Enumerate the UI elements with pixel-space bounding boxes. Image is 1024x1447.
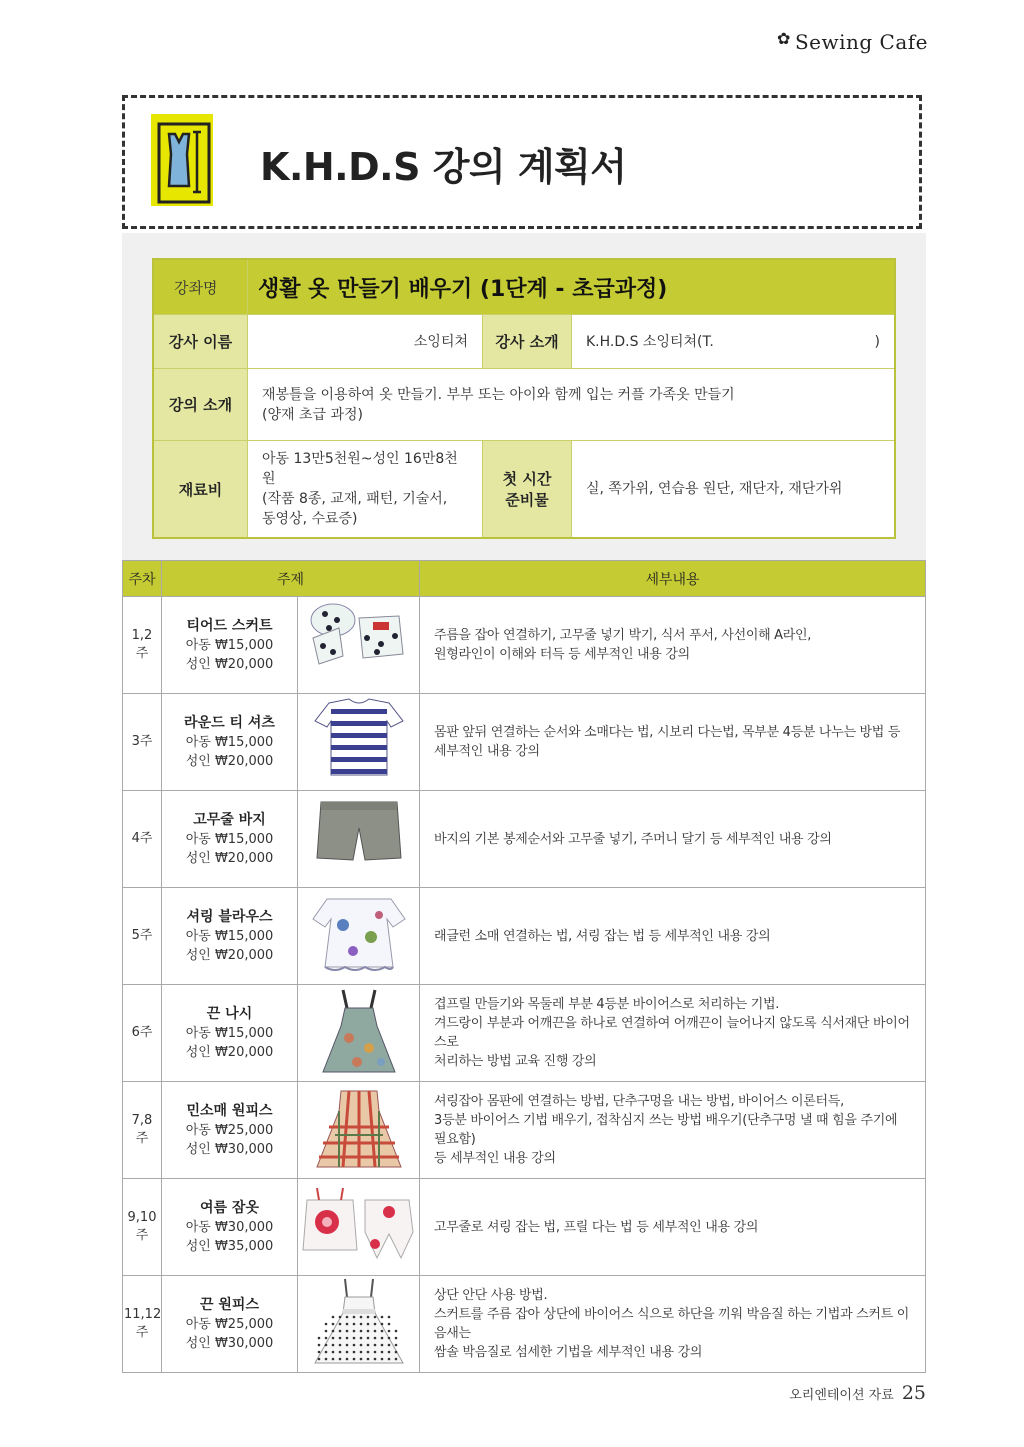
course-info-table <box>152 258 896 539</box>
week-line2: 주 <box>135 1325 149 1340</box>
topic-name: 끈 원피스 <box>200 1296 259 1313</box>
schedule-row <box>123 694 926 791</box>
schedule-row <box>123 791 926 888</box>
topic-name: 민소매 원피스 <box>186 1102 273 1119</box>
week-line1: 11,12 <box>124 1307 162 1322</box>
detail-line1: 겹프릴 만들기와 목둘레 부분 4등분 바이어스로 처리하는 기법. <box>434 997 780 1012</box>
fee-label: 재료비 <box>153 441 248 539</box>
topic-cell <box>162 597 298 694</box>
detail-cell <box>420 985 926 1082</box>
fee-value <box>248 441 483 539</box>
week-header: 주차 <box>123 561 162 597</box>
page-title: K.H.D.S 강의 계획서 <box>260 145 627 189</box>
dress-form-icon <box>151 114 213 206</box>
week-line2: 주 <box>135 646 149 661</box>
schedule-row <box>123 597 926 694</box>
lecture-intro-label: 강의 소개 <box>153 369 248 441</box>
week-line1: 6주 <box>131 1025 153 1040</box>
child-price: 아동 ₩30,000 <box>185 1219 274 1235</box>
garment-photo-cell <box>298 1179 420 1276</box>
schedule-row <box>123 1082 926 1179</box>
instructor-name-label: 강사 이름 <box>153 315 248 369</box>
detail-line2: 3등분 바이어스 기법 배우기, 접착심지 쓰는 방법 배우기(단추구멍 낼 때 힘을 주기에 필요함) <box>434 1113 898 1147</box>
schedule-row <box>123 888 926 985</box>
title-box <box>122 95 922 229</box>
lecture-intro-line1: 재봉틀을 이용하여 옷 만들기. 부부 또는 아이와 함께 입는 커플 가족옷 만들기 <box>262 386 735 403</box>
week-line1: 5주 <box>131 928 153 943</box>
schedule-row <box>123 985 926 1082</box>
garment-photo-cell <box>298 694 420 791</box>
detail-line2: 겨드랑이 부분과 어깨끈을 하나로 연결하여 어깨끈이 늘어나지 않도록 식서재단 바이어스로 <box>434 1016 910 1050</box>
strap-dress-image <box>299 1277 419 1367</box>
instructor-name: 소잉티쳐 <box>248 315 483 369</box>
week-line2: 주 <box>135 1228 149 1243</box>
garment-photo-cell <box>298 1276 420 1373</box>
child-price: 아동 ₩25,000 <box>185 1122 274 1138</box>
detail-line1: 몸판 앞뒤 연결하는 순서와 소매다는 법, 시보리 다는법, 목부분 4등분 나누는 방법 등 <box>434 725 901 740</box>
adult-price: 성인 ₩20,000 <box>185 656 274 672</box>
topic-cell <box>162 1276 298 1373</box>
garment-photo-cell <box>298 597 420 694</box>
week-cell <box>123 1276 162 1373</box>
detail-cell <box>420 1276 926 1373</box>
schedule-row <box>123 1276 926 1373</box>
week-cell <box>123 791 162 888</box>
detail-header: 세부내용 <box>420 561 926 597</box>
sleeveless-dress-image <box>299 1083 419 1173</box>
summer-pajamas-image <box>299 1180 419 1270</box>
instructor-intro-close: ) <box>874 333 880 350</box>
instructor-intro-label: 강사 소개 <box>483 315 572 369</box>
week-line1: 9,10 <box>127 1210 157 1225</box>
detail-cell <box>420 1179 926 1276</box>
child-price: 아동 ₩15,000 <box>185 1025 274 1041</box>
week-cell <box>123 1179 162 1276</box>
prep-value: 실, 쪽가위, 연습용 원단, 재단자, 재단가위 <box>572 441 896 539</box>
adult-price: 성인 ₩20,000 <box>185 947 274 963</box>
garment-photo-cell <box>298 985 420 1082</box>
garment-photo-cell <box>298 1082 420 1179</box>
tiered-skirt-image <box>299 598 419 688</box>
brand-logo <box>777 30 928 54</box>
flower-icon: ✿ <box>777 28 791 48</box>
detail-line2: 원형라인이 이해와 터득 등 세부적인 내용 강의 <box>434 647 690 662</box>
topic-cell <box>162 1179 298 1276</box>
detail-cell <box>420 791 926 888</box>
topic-name: 티어드 스커트 <box>186 617 273 634</box>
adult-price: 성인 ₩30,000 <box>185 1141 274 1157</box>
detail-cell <box>420 888 926 985</box>
detail-line1: 고무줄로 셔링 잡는 법, 프릴 다는 법 등 세부적인 내용 강의 <box>434 1219 759 1235</box>
fee-line3: 동영상, 수료증) <box>262 511 358 527</box>
strap-sleeveless-image <box>299 986 419 1076</box>
detail-line1: 셔링잡아 몸판에 연결하는 방법, 단추구멍을 내는 방법, 바이어스 이론터득, <box>434 1094 844 1109</box>
instructor-intro-text: K.H.D.S 소잉티쳐(T. <box>586 333 714 350</box>
child-price: 아동 ₩15,000 <box>185 928 274 944</box>
detail-line1: 상단 안단 사용 방법. <box>434 1288 548 1303</box>
fee-line2: (작품 8종, 교재, 패턴, 기술서, <box>262 491 448 507</box>
instructor-intro <box>572 315 896 369</box>
detail-cell <box>420 1082 926 1179</box>
week-line1: 1,2 <box>131 628 153 643</box>
topic-cell <box>162 985 298 1082</box>
week-line2: 주 <box>135 1131 149 1146</box>
schedule-header <box>123 561 926 597</box>
prep-label-line2: 준비물 <box>505 491 549 509</box>
adult-price: 성인 ₩30,000 <box>185 1335 274 1351</box>
week-line1: 7,8 <box>131 1113 153 1128</box>
topic-cell <box>162 888 298 985</box>
detail-cell <box>420 694 926 791</box>
course-label: 강좌명 <box>153 259 248 315</box>
prep-label <box>483 441 572 539</box>
schedule-table <box>122 560 926 1373</box>
week-cell <box>123 888 162 985</box>
prep-label-line1: 첫 시간 <box>502 470 552 488</box>
adult-price: 성인 ₩20,000 <box>185 753 274 769</box>
fee-line1: 아동 13만5천원~성인 16만8천원 <box>262 451 458 487</box>
topic-cell <box>162 1082 298 1179</box>
course-name: 생활 옷 만들기 배우기 (1단계 - 초급과정) <box>248 259 896 315</box>
adult-price: 성인 ₩20,000 <box>185 850 274 866</box>
garment-photo-cell <box>298 888 420 985</box>
week-cell <box>123 1082 162 1179</box>
detail-line3: 쌈솔 박음질로 섬세한 기법을 세부적인 내용 강의 <box>434 1345 703 1360</box>
topic-name: 고무줄 바지 <box>193 811 266 828</box>
brand-text: Sewing Cafe <box>794 30 928 54</box>
adult-price: 성인 ₩20,000 <box>185 1044 274 1060</box>
week-cell <box>123 985 162 1082</box>
adult-price: 성인 ₩35,000 <box>185 1238 274 1254</box>
round-tshirt-image <box>299 695 419 785</box>
topic-cell <box>162 791 298 888</box>
detail-line2: 스커트를 주름 잡아 상단에 바이어스 식으로 하단을 끼워 박음질 하는 기법과 스커트 이음새는 <box>434 1307 910 1341</box>
shirring-blouse-image <box>299 889 419 979</box>
topic-header: 주제 <box>162 561 420 597</box>
footer <box>789 1382 926 1404</box>
detail-line2: 세부적인 내용 강의 <box>434 744 540 759</box>
topic-name: 끈 나시 <box>206 1005 253 1022</box>
child-price: 아동 ₩15,000 <box>185 637 274 653</box>
week-line1: 4주 <box>131 831 153 846</box>
schedule-row <box>123 1179 926 1276</box>
week-cell <box>123 694 162 791</box>
detail-line1: 래글런 소매 연결하는 법, 셔링 잡는 법 등 세부적인 내용 강의 <box>434 928 771 944</box>
elastic-pants-image <box>299 792 419 882</box>
detail-cell <box>420 597 926 694</box>
child-price: 아동 ₩25,000 <box>185 1316 274 1332</box>
detail-line3: 등 세부적인 내용 강의 <box>434 1151 556 1166</box>
footer-label: 오리엔테이션 자료 <box>789 1388 894 1403</box>
detail-line1: 주름을 잡아 연결하기, 고무줄 넣기 박기, 식서 푸서, 사선이해 A라인, <box>434 628 812 643</box>
detail-line1: 바지의 기본 봉제순서와 고무줄 넣기, 주머니 달기 등 세부적인 내용 강의 <box>434 831 832 847</box>
lecture-intro <box>248 369 896 441</box>
detail-line3: 처리하는 방법 교육 진행 강의 <box>434 1054 597 1069</box>
child-price: 아동 ₩15,000 <box>185 734 274 750</box>
week-line1: 3주 <box>131 734 153 749</box>
topic-name: 셔링 블라우스 <box>186 908 273 925</box>
topic-cell <box>162 694 298 791</box>
topic-name: 여름 잠옷 <box>200 1199 259 1216</box>
page-number: 25 <box>901 1382 926 1404</box>
child-price: 아동 ₩15,000 <box>185 831 274 847</box>
week-cell <box>123 597 162 694</box>
garment-photo-cell <box>298 791 420 888</box>
topic-name: 라운드 티 셔츠 <box>184 714 275 731</box>
lecture-intro-line2: (양재 초급 과정) <box>262 406 363 423</box>
